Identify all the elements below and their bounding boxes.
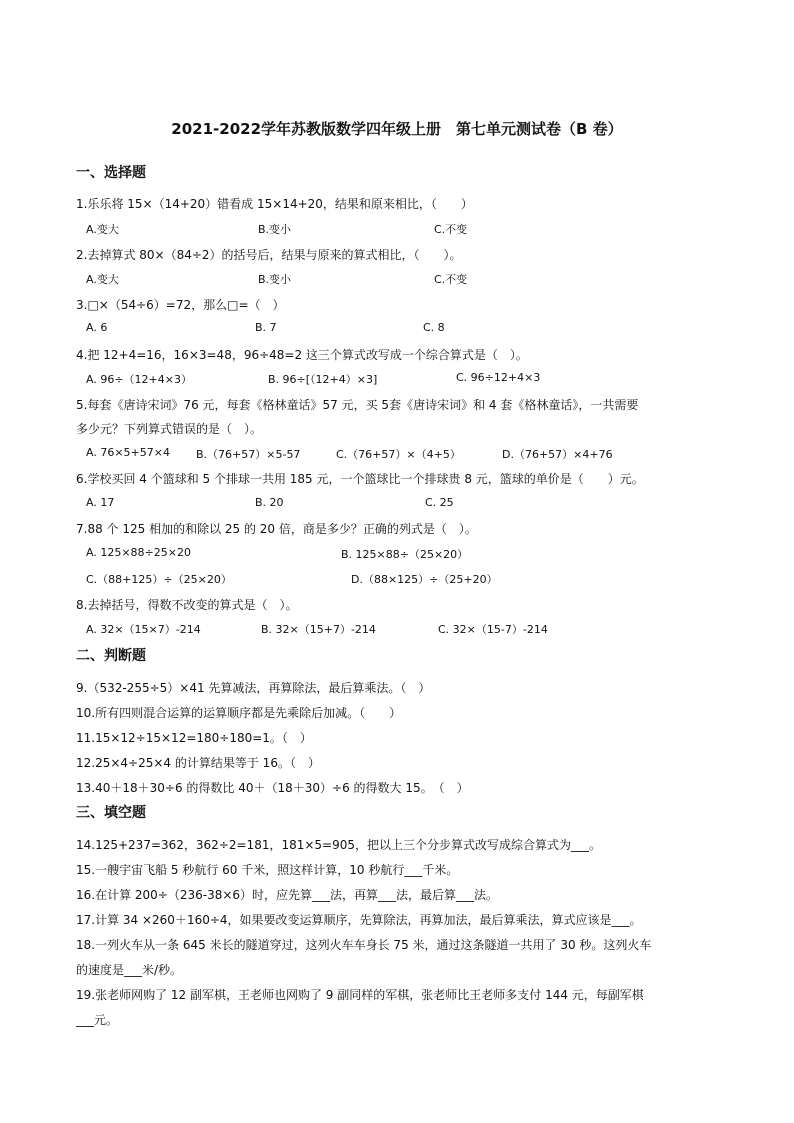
section-heading-choice: 一、选择题	[76, 165, 146, 181]
q4-option-a: A. 96÷（12+4×3）	[86, 373, 192, 386]
question-12: 12.25×4÷25×4 的计算结果等于 16。（ ）	[76, 756, 320, 770]
q1-option-b: B.变小	[258, 223, 292, 236]
q8-option-b: B. 32×（15+7）-214	[261, 623, 376, 636]
question-18-line-2: 的速度是___米/秒。	[76, 963, 183, 977]
section-heading-judge: 二、判断题	[76, 648, 146, 664]
question-1: 1.乐乐将 15×（14+20）错看成 15×14+20，结果和原来相比，（ ）	[76, 197, 473, 211]
question-7: 7.88 个 125 相加的和除以 25 的 20 倍，商是多少？正确的列式是（ ）。	[76, 522, 477, 536]
q5-option-d: D.（76+57）×4+76	[502, 448, 613, 461]
q1-option-a: A.变大	[86, 223, 119, 236]
question-5-line-2: 多少元？下列算式错误的是（ ）。	[76, 422, 263, 436]
q6-option-c: C. 25	[425, 496, 454, 509]
q5-option-c: C.（76+57）×（4+5）	[336, 448, 461, 461]
q7-option-b: B. 125×88÷（25×20）	[341, 548, 469, 561]
question-15: 15.一艘宇宙飞船 5 秒航行 60 千米，照这样计算，10 秒航行___千米。	[76, 863, 459, 877]
q6-option-a: A. 17	[86, 496, 115, 509]
question-17: 17.计算 34 ×260＋160÷4，如果要改变运算顺序，先算除法，再算加法，最后算乘法，算式应该是___。	[76, 913, 642, 927]
section-heading-fill: 三、填空题	[76, 805, 146, 821]
q2-option-b: B.变小	[258, 273, 292, 286]
question-11: 11.15×12÷15×12=180÷180=1。（ ）	[76, 731, 312, 745]
q3-option-c: C. 8	[423, 321, 445, 334]
q3-option-a: A. 6	[86, 321, 108, 334]
q7-option-c: C.（88+125）÷（25×20）	[86, 573, 232, 586]
question-19-line-1: 19.张老师网购了 12 副军棋，王老师也网购了 9 副同样的军棋，张老师比王老师多支付 144 元，每副军棋	[76, 988, 644, 1002]
q2-option-c: C.不变	[434, 273, 468, 286]
q7-option-d: D.（88×125）÷（25+20）	[351, 573, 498, 586]
question-4: 4.把 12+4=16，16×3=48，96÷48=2 这三个算式改写成一个综合算式是（ ）。	[76, 348, 528, 362]
q5-option-a: A. 76×5+57×4	[86, 446, 170, 459]
q6-option-b: B. 20	[255, 496, 284, 509]
q4-option-c: C. 96÷12+4×3	[456, 371, 541, 384]
q3-option-b: B. 7	[255, 321, 277, 334]
question-10: 10.所有四则混合运算的运算顺序都是先乘除后加减。（ ）	[76, 706, 402, 720]
question-13: 13.40＋18＋30÷6 的得数比 40＋（18＋30）÷6 的得数大 15。 （ ）	[76, 781, 469, 795]
question-19-line-2: ___元。	[76, 1013, 119, 1027]
q4-option-b: B. 96÷[（12+4）×3]	[268, 373, 378, 386]
question-14: 14.125+237=362，362÷2=181，181×5=905，把以上三个分步算式改写成综合算式为___。	[76, 838, 602, 852]
q7-option-a: A. 125×88÷25×20	[86, 546, 191, 559]
q8-option-c: C. 32×（15-7）-214	[438, 623, 548, 636]
q1-option-c: C.不变	[434, 223, 468, 236]
question-3: 3.□×（54÷6）=72，那么□=（ ）	[76, 298, 285, 312]
question-16: 16.在计算 200÷（236-38×6）时，应先算___法，再算___法，最后算___法。	[76, 888, 499, 902]
page-title: 2021-2022学年苏教版数学四年级上册 第七单元测试卷（B 卷）	[171, 120, 623, 138]
question-8: 8.去掉括号，得数不改变的算式是（ ）。	[76, 598, 298, 612]
question-2: 2.去掉算式 80×（84÷2）的括号后，结果与原来的算式相比，（ ）。	[76, 248, 462, 262]
question-6: 6.学校买回 4 个篮球和 5 个排球一共用 185 元，一个篮球比一个排球贵 8 元，篮球的单价是（ ）元。	[76, 472, 644, 486]
question-18-line-1: 18.一列火车从一条 645 米长的隧道穿过，这列火车车身长 75 米，通过这条隧道一共用了 30 秒。这列火车	[76, 938, 652, 952]
q5-option-b: B.（76+57）×5-57	[196, 448, 301, 461]
q8-option-a: A. 32×（15×7）-214	[86, 623, 201, 636]
question-5-line-1: 5.每套《唐诗宋词》76 元，每套《格林童话》57 元，买 5套《唐诗宋词》和 4 套《格林童话》，一共需要	[76, 398, 639, 412]
question-9: 9.（532-255÷5）×41 先算减法，再算除法，最后算乘法。（ ）	[76, 681, 431, 695]
q2-option-a: A.变大	[86, 273, 119, 286]
